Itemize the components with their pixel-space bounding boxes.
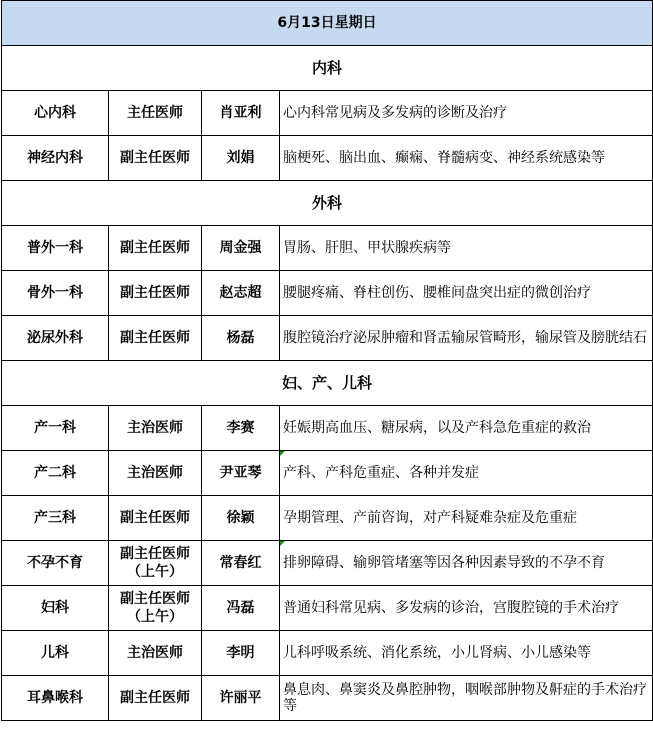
section-header-row [2,46,653,91]
department-cell: 泌尿外科 [2,316,109,361]
department-cell: 骨外一科 [2,271,109,316]
doctor-row [2,316,653,361]
doctor-row [2,226,653,271]
doctor-row [2,271,653,316]
specialty-cell: 儿科呼吸系统、消化系统，小儿肾病、小儿感染等 [280,631,653,676]
doctor-title-cell [109,316,202,361]
department-cell: 儿科 [2,631,109,676]
doctor-name-cell: 杨磊 [202,316,280,361]
doctor-title-line: 主治医师 [127,645,183,661]
section-header: 外科 [2,181,653,226]
doctor-title-line: 主治医师 [127,420,183,436]
doctor-row [2,451,653,496]
schedule-table [1,0,653,721]
specialty-cell: 腹腔镜治疗泌尿肿瘤和肾盂输尿管畸形，输尿管及膀胱结石 [280,316,653,361]
doctor-row [2,676,653,721]
doctor-name-cell: 冯磊 [202,586,280,631]
specialty-cell: 鼻息肉、鼻窦炎及鼻腔肿物，咽喉部肿物及鼾症的手术治疗等 [280,676,653,721]
doctor-title-cell [109,91,202,136]
specialty-cell: 胃肠、肝胆、甲状腺疾病等 [280,226,653,271]
doctor-title-cell [109,271,202,316]
doctor-title-line: 副主任医师 [120,240,190,256]
doctor-row [2,406,653,451]
doctor-title-line: 副主任医师 [120,510,190,526]
department-cell: 神经内科 [2,136,109,181]
doctor-title-cell [109,226,202,271]
specialty-cell: 产科、产科危重症、各种并发症 [280,451,653,496]
department-cell: 耳鼻喉科 [2,676,109,721]
specialty-cell: 孕期管理、产前咨询，对产科疑难杂症及危重症 [280,496,653,541]
department-cell: 产三科 [2,496,109,541]
doctor-name-cell: 赵志超 [202,271,280,316]
doctor-title-cell [109,136,202,181]
doctor-row [2,496,653,541]
doctor-name-cell: 徐颖 [202,496,280,541]
doctor-title-line: 主任医师 [127,105,183,121]
doctor-row [2,631,653,676]
specialty-cell: 心内科常见病及多发病的诊断及治疗 [280,91,653,136]
doctor-name-cell: 李明 [202,631,280,676]
specialty-cell: 妊娠期高血压、糖尿病，以及产科急危重症的救治 [280,406,653,451]
doctor-title-line: 副主任医师 [120,690,190,706]
doctor-name-cell: 李赛 [202,406,280,451]
department-cell: 产一科 [2,406,109,451]
doctor-title-cell [109,676,202,721]
doctor-title-cell [109,586,202,631]
doctor-name-cell: 刘娟 [202,136,280,181]
doctor-title-line: （上午） [127,609,183,625]
department-cell: 妇科 [2,586,109,631]
doctor-title-line: （上午） [127,564,183,580]
doctor-name-cell: 肖亚利 [202,91,280,136]
department-cell: 不孕不育 [2,541,109,586]
section-header-row [2,181,653,226]
department-cell: 产二科 [2,451,109,496]
doctor-row [2,586,653,631]
section-header: 妇、产、儿科 [2,361,653,406]
title-row [2,1,653,46]
specialty-cell: 脑梗死、脑出血、癫痫、脊髓病变、神经系统感染等 [280,136,653,181]
doctor-row [2,136,653,181]
doctor-title-cell [109,631,202,676]
specialty-cell: 普通妇科常见病、多发病的诊治，宫腹腔镜的手术治疗 [280,586,653,631]
section-header-row [2,361,653,406]
doctor-name-cell: 周金强 [202,226,280,271]
doctor-title-line: 副主任医师 [120,591,190,607]
doctor-name-cell: 许丽平 [202,676,280,721]
specialty-cell: 排卵障碍、输卵管堵塞等因各种因素导致的不孕不育 [280,541,653,586]
doctor-title-cell [109,451,202,496]
section-header: 内科 [2,46,653,91]
doctor-row [2,541,653,586]
doctor-title-cell [109,406,202,451]
schedule-title: 6月13日星期日 [2,1,653,46]
doctor-name-cell: 常春红 [202,541,280,586]
doctor-title-cell [109,496,202,541]
doctor-title-line: 副主任医师 [120,150,190,166]
department-cell: 普外一科 [2,226,109,271]
doctor-title-line: 副主任医师 [120,330,190,346]
doctor-name-cell: 尹亚琴 [202,451,280,496]
doctor-title-line: 副主任医师 [120,546,190,562]
department-cell: 心内科 [2,91,109,136]
doctor-title-line: 副主任医师 [120,285,190,301]
doctor-row [2,91,653,136]
specialty-cell: 腰腿疼痛、脊柱创伤、腰椎间盘突出症的微创治疗 [280,271,653,316]
doctor-title-line: 主治医师 [127,465,183,481]
doctor-title-cell [109,541,202,586]
